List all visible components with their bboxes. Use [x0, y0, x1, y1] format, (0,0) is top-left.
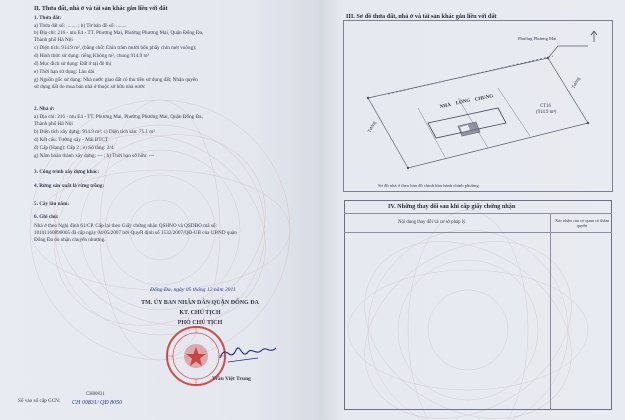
section-iii-heading: III. Sơ đồ thửa đất, nhà ở và tài sản khác gắn liền với đất: [346, 13, 497, 20]
land-address-line-1: b) Địa chỉ: 216 - ntu E4 - TT. Phương Mai, Phường Phương Mai, Quận Đống Đa,: [34, 30, 204, 36]
registry-number-printed: CH00831: [86, 392, 105, 397]
authority-title: TM. ỦY BAN NHÂN DÂN QUẬN ĐỐNG ĐA: [141, 300, 259, 306]
table-col-change-content: Nội dung thay đổi và cơ sở pháp lý: [398, 220, 466, 225]
note-line-1: Nhà ở theo Nghị định 61/CP. Cấp lại theo Giấy chứng nhận QSHNO và QSDĐO mã số:: [34, 223, 217, 229]
land-address-line-2: Thành phố Hà Nội: [34, 37, 73, 43]
sketch-wall-label-2: Tường: [570, 76, 581, 90]
grade-line: đ) Cấp (Hạng): Cấp 2 ; e) Số tầng: 2/4: [34, 145, 114, 151]
land-area-line: c) Diện tích: 914.9 m², (bằng chữ: Chín trăm mười bốn phẩy chín mét vuông);: [34, 45, 197, 51]
perennial-heading: 5. Cây lâu năm:: [34, 201, 70, 207]
table-header-bottom-rule: [344, 232, 612, 233]
table-header-top-rule: [344, 213, 612, 214]
section-iv-heading: IV. Những thay đổi sau khi cấp giấy chứng nhận: [388, 203, 516, 210]
note-line-3: Đống Đa do nhận chuyển nhượng.: [34, 237, 106, 243]
sketch-area-value: (914.9 m²): [536, 110, 557, 115]
origin-line-2: sử dụng đất do mua bán nhà ở thuộc sở hữu nhà nước: [34, 84, 146, 90]
note-line-2: 10101160890005 đã cấp ngày 04/05/2007 bởi Quyết định số 1532/2007/QĐ-UB của UBND quận: [34, 230, 237, 236]
origin-line-1: g) Nguồn gốc sử dụng: Nhà nước giao đất có thu tiền sử dụng đất; Nhận quyền: [34, 77, 198, 83]
house-address-line-1: a) Địa chỉ: 216 - ntu E4 - TT. Phương Mai, Phường Phương Mai, Quận Đống Đa,: [34, 114, 203, 120]
sketch-label-nha: NHÀ: [439, 102, 452, 111]
other-construction-heading: 3. Công trình xây dựng khác:: [34, 169, 100, 175]
sketch-label-chung: CHUNG: [474, 94, 494, 103]
land-parcel-heading: 1. Thửa đất:: [34, 15, 62, 21]
sketch-footnote: Sơ đồ nhà ở theo bản đồ chỉnh khu hành chính phường: [378, 183, 479, 188]
signer-name: Trần Việt Trung: [212, 376, 251, 382]
parcel-number-line: a) Thửa đất số: ........ ; b) Tờ bản đồ số: ........: [34, 23, 127, 29]
section-ii-heading: II. Thửa đất, nhà ở và tài sản khác gắn liền với đất: [34, 5, 168, 12]
table-col-authority-confirmation: Xác nhận của cơ quan có thẩm quyền: [554, 218, 609, 228]
vice-chairman-title: PHÓ CHỦ TỊCH: [177, 320, 223, 326]
forest-heading: 4. Rừng sản xuất là rừng trồng:: [34, 183, 105, 189]
sketch-wall-label-1: Tường: [366, 120, 377, 134]
purpose-line: đ) Mục đích sử dụng: Đất ở tại đô thị: [34, 61, 112, 67]
sketch-ward-label: Phường Phương Mai: [518, 36, 557, 41]
registry-number-handwritten: CH 00831/ QĐ 8050: [72, 400, 123, 406]
registry-number-label: Số vào sổ cấp GCN:: [18, 398, 61, 404]
house-heading: 2. Nhà ở:: [34, 106, 55, 112]
signature: [218, 338, 278, 366]
house-address-line-2: Thành phố Hà Nội: [34, 121, 73, 127]
sketch-area-title: CT16: [540, 104, 551, 109]
right-page: [318, 0, 625, 420]
use-form-line: d) Hình thức sử dụng: riêng Không m², chung 914.9 m²: [34, 53, 150, 59]
sketch-label-long: LÒNG: [455, 98, 471, 107]
place-date: Đống Đa, ngày 05 tháng 12 năm 2011: [150, 287, 236, 293]
chairman-title: KT. CHỦ TỊCH: [179, 310, 221, 316]
build-area-line: b) Diện tích xây dựng: 914.9 m²; c) Diện tích sàn: 75.1 m²: [34, 129, 155, 135]
term-line: e) Thời hạn sử dụng: Lâu dài: [34, 69, 95, 75]
notes-heading: 6. Ghi chú:: [34, 214, 59, 220]
year-line: g) Năm hoàn thành xây dựng: --- ; h) Thời hạn sở hữu: ---: [34, 153, 155, 159]
table-column-divider: [550, 213, 551, 410]
structure-line: d) Kết cấu: Tường xây - Mái BTCT: [34, 137, 109, 143]
